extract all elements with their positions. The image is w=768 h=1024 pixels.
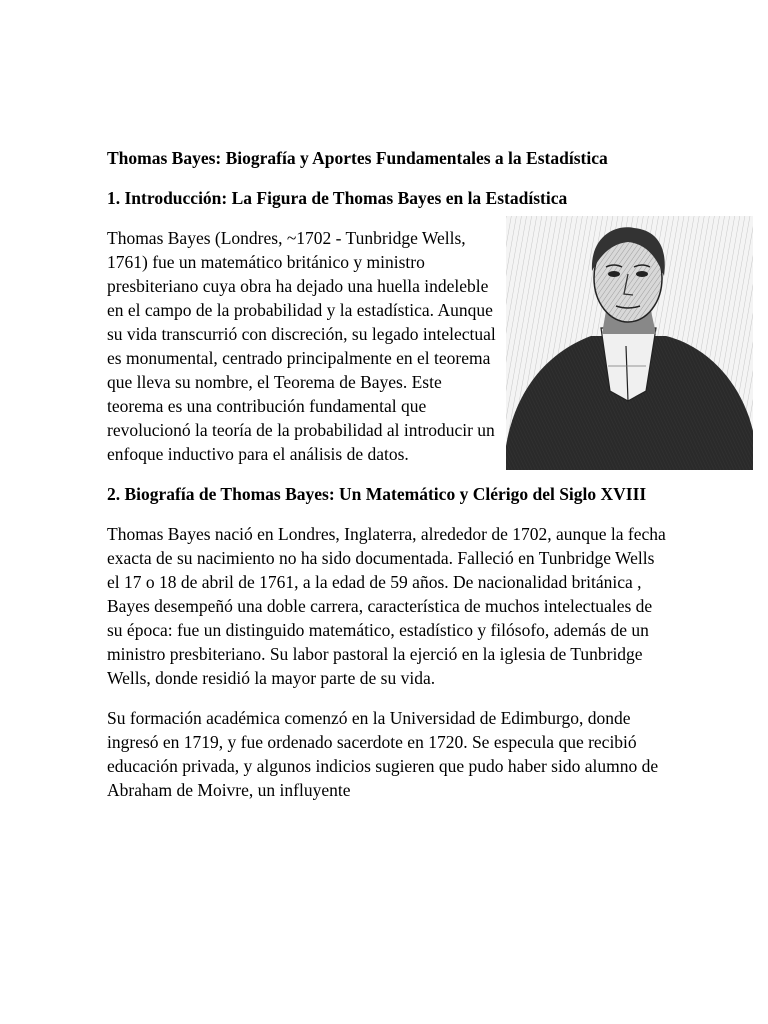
section-2-heading: 2. Biografía de Thomas Bayes: Un Matemático y Clérigo del Siglo XVIII [107, 484, 647, 504]
intro-block [107, 226, 667, 466]
document-title: Thomas Bayes: Biografía y Aportes Fundamentales a la Estadística [107, 148, 608, 168]
document-page [107, 146, 667, 818]
portrait-engraving-icon [506, 216, 753, 470]
biography-paragraph-1: Thomas Bayes nació en Londres, Inglaterra, alrededor de 1702, aunque la fecha exacta de su nacimiento no ha sido documentada. Falleció en Tunbridge Wells el 17 o 18 de abril de 1761, a la edad de 59 años. De nacionalidad británica , Bayes desempeñó una doble carrera, característica de muchos intelectuales de su época: fue un distinguido matemático, estadístico y filósofo, además de un ministro presbiteriano. Su labor pastoral la ejerció en la iglesia de Tunbridge Wells, donde residió la mayor parte de su vida. [107, 524, 666, 688]
biography-paragraph-2: Su formación académica comenzó en la Universidad de Edimburgo, donde ingresó en 1719, y fue ordenado sacerdote en 1720. Se especula que recibió educación privada, y algunos indicios sugieren que pudo haber sido alumno de Abraham de Moivre, un influyente [107, 708, 659, 800]
thomas-bayes-portrait [506, 216, 753, 470]
intro-paragraph: Thomas Bayes (Londres, ~1702 - Tunbridge Wells, 1761) fue un matemático británico y ministro presbiteriano cuya obra ha dejado una huella indeleble en el campo de la probabilidad y la estadística. Aunque su vida transcurrió con discreción, su legado intelectual es monumental, centrado principalmente en el teorema que lleva su nombre, el Teorema de Bayes. Este teorema es una contribución fundamental que revolucionó la teoría de la probabilidad al introducir un enfoque inductivo para el análisis de datos. [107, 228, 496, 464]
section-1-heading: 1. Introducción: La Figura de Thomas Bayes en la Estadística [107, 188, 568, 208]
